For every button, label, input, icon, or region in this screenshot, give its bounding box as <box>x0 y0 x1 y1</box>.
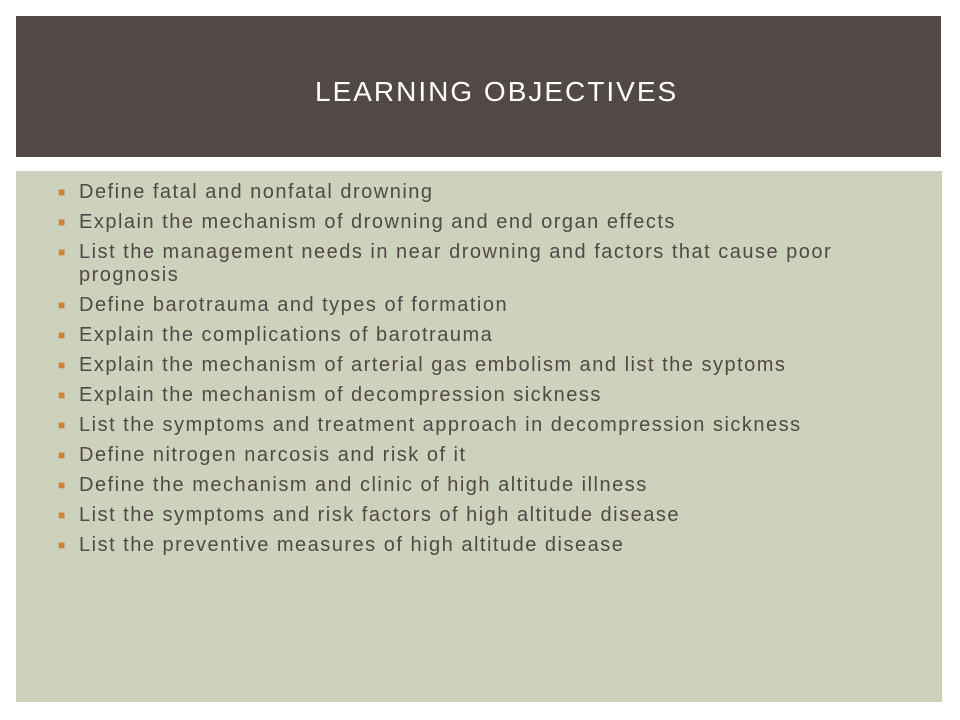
objectives-list <box>56 181 876 564</box>
square-bullet-icon: ■ <box>58 478 66 492</box>
square-bullet-icon: ■ <box>58 185 66 199</box>
title-bar <box>16 16 941 157</box>
objective-text: List the management needs in near drowning and factors that cause poor prognosis <box>79 241 833 286</box>
objective-item <box>56 474 876 497</box>
square-bullet-icon: ■ <box>58 298 66 312</box>
objective-item <box>56 241 876 287</box>
square-bullet-icon: ■ <box>58 418 66 432</box>
objective-text: Define barotrauma and types of formation <box>79 294 509 316</box>
square-bullet-icon: ■ <box>58 448 66 462</box>
objective-text: Explain the mechanism of drowning and end organ effects <box>79 211 676 233</box>
square-bullet-icon: ■ <box>58 388 66 402</box>
objective-item <box>56 504 876 527</box>
objective-text: List the preventive measures of high altitude disease <box>79 534 625 556</box>
objective-item <box>56 294 876 317</box>
square-bullet-icon: ■ <box>58 328 66 342</box>
objective-text: List the symptoms and risk factors of high altitude disease <box>79 504 680 526</box>
objective-text: Define nitrogen narcosis and risk of it <box>79 444 467 466</box>
objective-text: Define the mechanism and clinic of high altitude illness <box>79 474 648 496</box>
objective-item <box>56 414 876 437</box>
objective-item <box>56 354 876 377</box>
objective-item <box>56 324 876 347</box>
square-bullet-icon: ■ <box>58 508 66 522</box>
objective-text: Explain the complications of barotrauma <box>79 324 494 346</box>
square-bullet-icon: ■ <box>58 245 66 259</box>
objective-item <box>56 181 876 204</box>
objective-item <box>56 444 876 467</box>
square-bullet-icon: ■ <box>58 215 66 229</box>
square-bullet-icon: ■ <box>58 358 66 372</box>
slide-title: LEARNING OBJECTIVES <box>315 76 679 107</box>
objective-item <box>56 211 876 234</box>
objective-text: Explain the mechanism of arterial gas embolism and list the syptoms <box>79 354 787 376</box>
objective-item <box>56 534 876 557</box>
square-bullet-icon: ■ <box>58 538 66 552</box>
objective-text: Define fatal and nonfatal drowning <box>79 181 434 203</box>
objective-text: List the symptoms and treatment approach in decompression sickness <box>79 414 802 436</box>
content-panel <box>16 171 942 702</box>
objective-text: Explain the mechanism of decompression sickness <box>79 384 602 406</box>
objective-item <box>56 384 876 407</box>
